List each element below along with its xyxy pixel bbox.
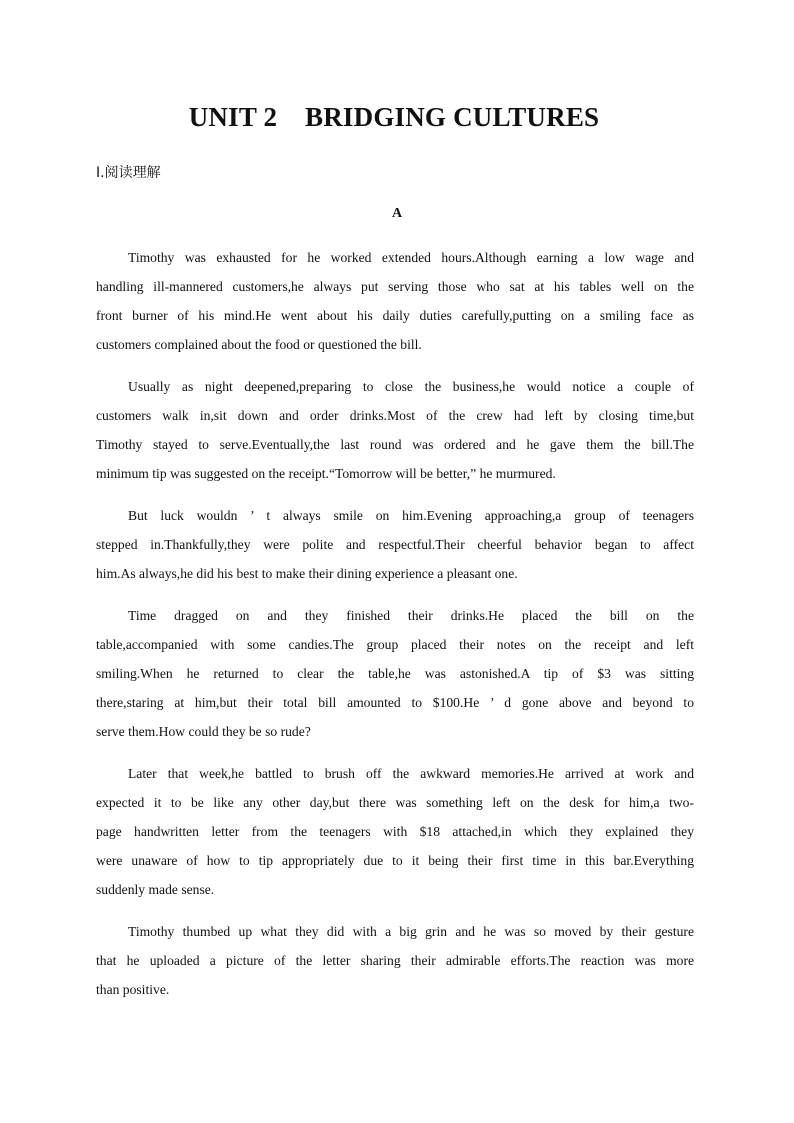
paragraph-line: were unaware of how to tip appropriately due to it being their first time in this bar.Everything bbox=[96, 853, 694, 868]
paragraph-line: smiling.When he returned to clear the table,he was astonished.A tip of $3 was sitting bbox=[96, 666, 694, 681]
paragraph-line: minimum tip was suggested on the receipt.“Tomorrow will be better,” he murmured. bbox=[96, 466, 556, 481]
paragraph-line: him.As always,he did his best to make their dining experience a pleasant one. bbox=[96, 566, 518, 581]
paragraph-line: stepped in.Thankfully,they were polite and respectful.Their cheerful behavior began to affect bbox=[96, 537, 694, 552]
paragraph-line: there,staring at him,but their total bill amounted to $100.He ’ d gone above and beyond to bbox=[96, 695, 694, 710]
reading-passage bbox=[96, 243, 694, 1017]
paragraph-line: expected it to be like any other day,but there was something left on the desk for him,a two- bbox=[96, 795, 694, 810]
paragraph-line: Usually as night deepened,preparing to close the business,he would notice a couple of bbox=[128, 379, 694, 394]
paragraph-line: Timothy thumbed up what they did with a big grin and he was so moved by their gesture bbox=[128, 924, 694, 939]
paragraph-line: Time dragged on and they finished their drinks.He placed the bill on the bbox=[128, 608, 694, 623]
paragraph-line: than positive. bbox=[96, 982, 170, 997]
paragraph bbox=[96, 917, 694, 1004]
paragraph bbox=[96, 601, 694, 746]
paragraph-line: customers walk in,sit down and order drinks.Most of the crew had left by closing time,but bbox=[96, 408, 694, 423]
paragraph-line: Timothy stayed to serve.Eventually,the last round was ordered and he gave them the bill.The bbox=[96, 437, 694, 452]
paragraph-line: handling ill-mannered customers,he always put serving those who sat at his tables well on the bbox=[96, 279, 694, 294]
paragraph-line: front burner of his mind.He went about his daily duties carefully,putting on a smiling face as bbox=[96, 308, 694, 323]
passage-label: A bbox=[391, 206, 403, 221]
paragraph-line: serve them.How could they be so rude? bbox=[96, 724, 311, 739]
paragraph bbox=[96, 759, 694, 904]
paragraph-line: suddenly made sense. bbox=[96, 882, 215, 897]
paragraph bbox=[96, 501, 694, 588]
paragraph-line: Timothy was exhausted for he worked extended hours.Although earning a low wage and bbox=[128, 250, 694, 265]
paragraph-line: Later that week,he battled to brush off the awkward memories.He arrived at work and bbox=[128, 766, 694, 781]
paragraph-line: But luck wouldn ’ t always smile on him.Evening approaching,a group of teenagers bbox=[128, 508, 694, 523]
unit-title: UNIT 2 BRIDGING CULTURES bbox=[188, 102, 600, 132]
paragraph-line: page handwritten letter from the teenagers with $18 attached,in which they explained they bbox=[96, 824, 694, 839]
paragraph bbox=[96, 372, 694, 488]
section-heading: Ⅰ.阅读理解 bbox=[96, 165, 161, 181]
paragraph-line: customers complained about the food or questioned the bill. bbox=[96, 337, 422, 352]
paragraph-line: that he uploaded a picture of the letter sharing their admirable efforts.The reaction was more bbox=[96, 953, 694, 968]
paragraph bbox=[96, 243, 694, 359]
paragraph-line: table,accompanied with some candies.The group placed their notes on the receipt and left bbox=[96, 637, 694, 652]
